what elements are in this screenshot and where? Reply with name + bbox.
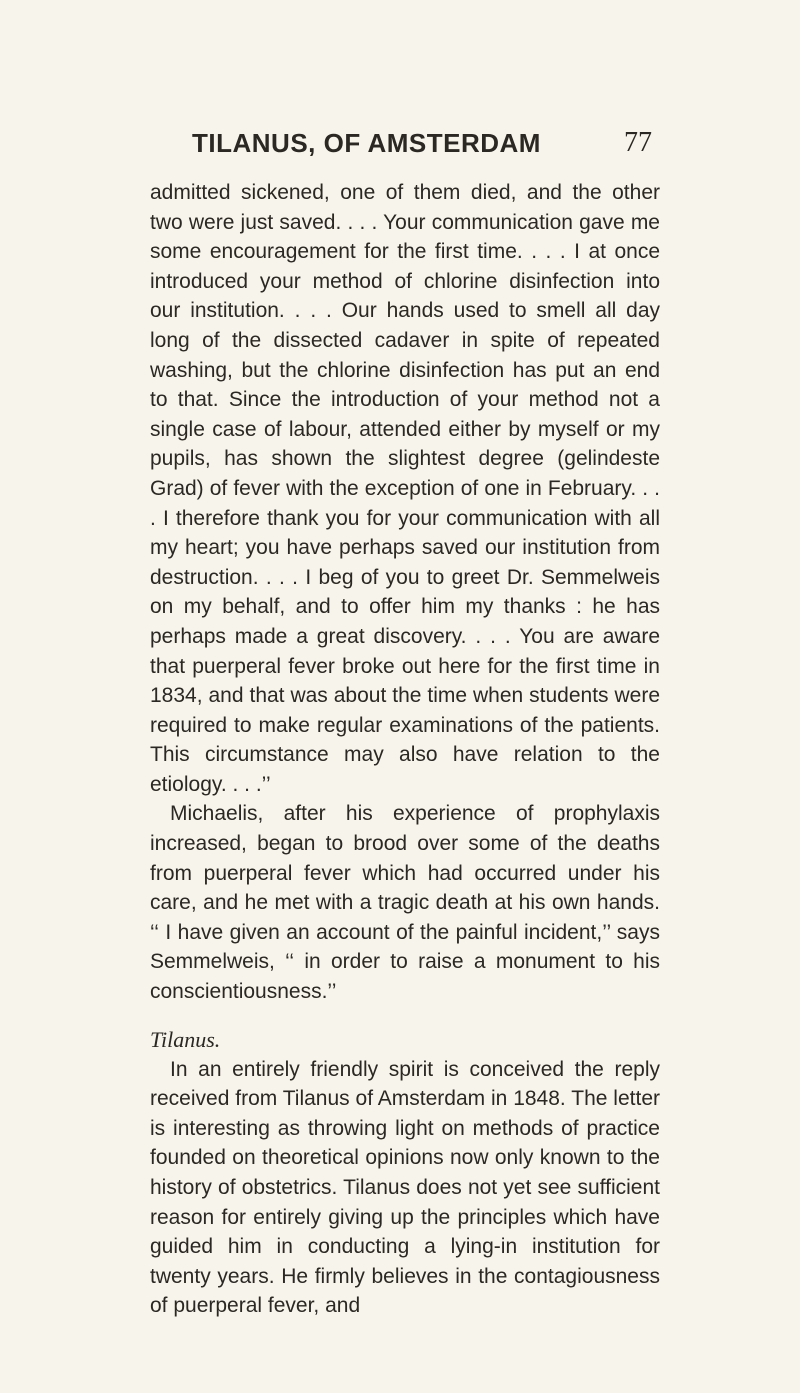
running-head: TILANUS, OF AMSTERDAM xyxy=(192,128,541,158)
page-number: 77 xyxy=(624,127,652,158)
section-heading-tilanus: Tilanus. xyxy=(150,1026,221,1052)
page-header xyxy=(192,126,652,166)
body-text xyxy=(150,178,660,1321)
paragraph-tilanus: In an entirely friendly spirit is conceived the reply received from Tilanus of Amsterdam in 1848. The letter is interesting as throwing light on methods of practice founded on theoretical opinions now only known to the history of obstetrics. Tilanus does not yet see sufficient reason for entirely giving up the principles which have guided him in conducting a lying-in institution for twenty years. He firmly believes in the contagiousness of puerperal fever, and xyxy=(150,1057,660,1318)
paragraph-michaelis: Michaelis, after his experience of prophylaxis increased, began to brood over some of the deaths from puerperal fever which had occurred under his care, and he met with a tragic death at his own hands. ‘‘ I have given an account of the painful incident,’’ says Semmelweis, ‘‘ in order to raise a monument to his conscientiousness.’’ xyxy=(150,802,660,1004)
paragraph-continued: admitted sickened, one of them died, and the other two were just saved. . . . Your communication gave me some encouragement for the first time. . . . I at once introduced your method of chlorine disinfection into our institution. . . . Our hands used to smell all day long of the dissected cadaver in spite of repeated washing, but the chlorine disinfection has put an end to that. Since the introduction of your method not a single case of labour, attended either by myself or my pupils, has shown the slightest degree (gelindeste Grad) of fever with the exception of one in February. . . . I therefore thank you for your communication with all my heart; you have perhaps saved our institution from destruction. . . . I beg of you to greet Dr. Semmelweis on my behalf, and to offer him my thanks : he has perhaps made a great discovery. . . . You are aware that puerperal fever broke out here for the first time in 1834, and that was about the time when students were required to make regular examinations of the patients. This circumstance may also have relation to the etiology. . . .’’ xyxy=(150,181,660,796)
